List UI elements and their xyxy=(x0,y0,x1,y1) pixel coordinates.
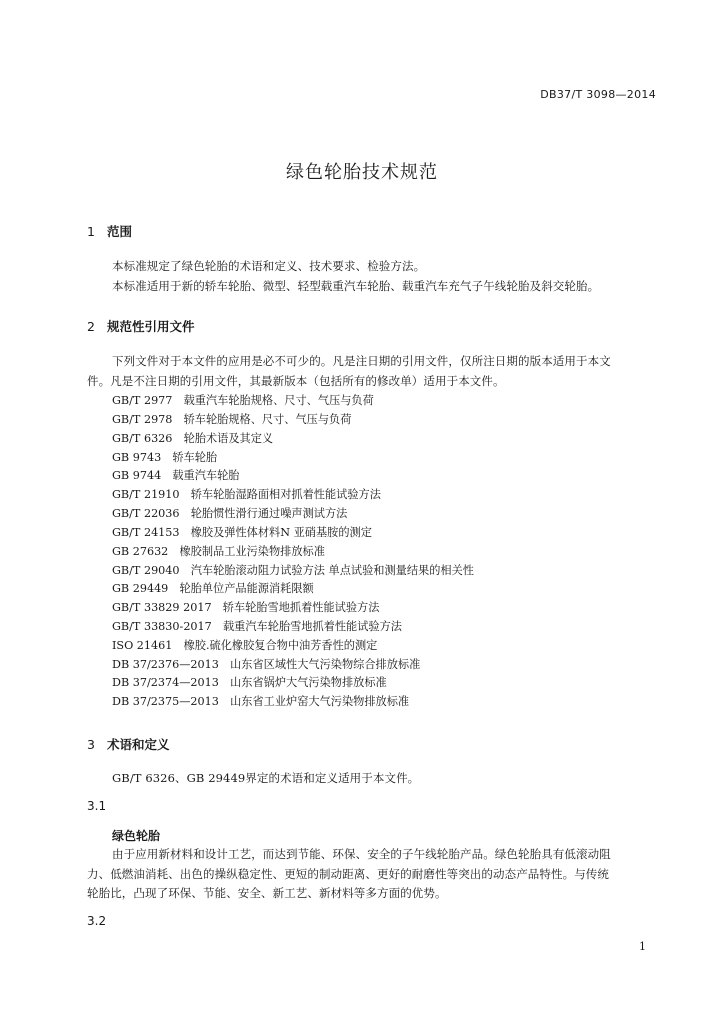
reference-item: GB/T 29040 汽车轮胎滚动阻力试验方法 单点试验和测量结果的相关性 xyxy=(112,564,474,577)
subsection-number: 3.2 xyxy=(87,914,107,928)
reference-item: GB/T 24153 橡胶及弹性体材料N 亚硝基胺的测定 xyxy=(112,526,372,539)
scope-paragraph: 本标准规定了绿色轮胎的术语和定义、技术要求、检验方法。 xyxy=(112,259,426,273)
reference-item: DB 37/2374—2013 山东省锅炉大气污染物排放标准 xyxy=(112,676,387,689)
section-title: 规范性引用文件 xyxy=(107,319,195,334)
subsection-number: 3.1 xyxy=(87,799,107,813)
section-title: 术语和定义 xyxy=(107,737,170,752)
reference-item: GB/T 6326 轮胎术语及其定义 xyxy=(112,432,274,445)
section-number: 3 xyxy=(87,737,95,752)
reference-item: GB/T 22036 轮胎惯性滑行通过噪声测试方法 xyxy=(112,507,348,520)
section-title: 范围 xyxy=(107,224,133,239)
document-title: 绿色轮胎技术规范 xyxy=(286,162,438,183)
reference-item: DB 37/2375—2013 山东省工业炉窑大气污染物排放标准 xyxy=(112,695,410,708)
reference-item: GB/T 33829 2017 轿车轮胎雪地抓着性能试验方法 xyxy=(112,601,380,614)
standard-code: DB37/T 3098—2014 xyxy=(540,88,656,101)
terms-intro: GB/T 6326、GB 29449界定的术语和定义适用于本文件。 xyxy=(112,771,420,785)
reference-item: GB 27632 橡胶制品工业污染物排放标准 xyxy=(112,545,325,558)
section-number: 1 xyxy=(87,224,95,239)
reference-item: GB 9744 载重汽车轮胎 xyxy=(112,469,240,482)
term-definition-line: 由于应用新材料和设计工艺，而达到节能、环保、安全的子午线轮胎产品。绿色轮胎具有低滚动阻 xyxy=(112,847,611,861)
term-definition-line: 力、低燃油消耗、出色的操纵稳定性、更短的制动距离、更好的耐磨性等突出的动态产品特性。与传统 xyxy=(87,867,609,881)
reference-item: GB/T 2977 载重汽车轮胎规格、尺寸、气压与负荷 xyxy=(112,394,374,407)
reference-item: GB 9743 轿车轮胎 xyxy=(112,451,218,464)
section-1-heading xyxy=(87,222,132,240)
scope-paragraph: 本标准适用于新的轿车轮胎、微型、轻型载重汽车轮胎、载重汽车充气子午线轮胎及斜交轮胎。 xyxy=(112,279,600,293)
term-name: 绿色轮胎 xyxy=(112,829,161,843)
page-number: 1 xyxy=(639,940,646,953)
reference-item: GB 29449 轮胎单位产品能源消耗限额 xyxy=(112,582,314,595)
term-definition-line: 轮胎比，凸现了环保、节能、安全、新工艺、新材料等多方面的优势。 xyxy=(87,886,447,900)
reference-item: GB/T 33830-2017 载重汽车轮胎雪地抓着性能试验方法 xyxy=(112,620,402,633)
reference-item: ISO 21461 橡胶.硫化橡胶复合物中油芳香性的测定 xyxy=(112,639,378,652)
references-intro-line: 下列文件对于本文件的应用是必不可少的。凡是注日期的引用文件，仅所注日期的版本适用于本文 xyxy=(112,354,611,368)
reference-item: GB/T 21910 轿车轮胎湿路面相对抓着性能试验方法 xyxy=(112,488,381,501)
reference-item: GB/T 2978 轿车轮胎规格、尺寸、气压与负荷 xyxy=(112,413,352,426)
section-3-heading xyxy=(87,735,170,753)
section-2-heading xyxy=(87,317,195,335)
section-number: 2 xyxy=(87,319,95,334)
reference-item: DB 37/2376—2013 山东省区域性大气污染物综合排放标准 xyxy=(112,658,421,671)
references-intro-line: 件。凡是不注日期的引用文件，其最新版本（包括所有的修改单）适用于本文件。 xyxy=(87,374,505,388)
